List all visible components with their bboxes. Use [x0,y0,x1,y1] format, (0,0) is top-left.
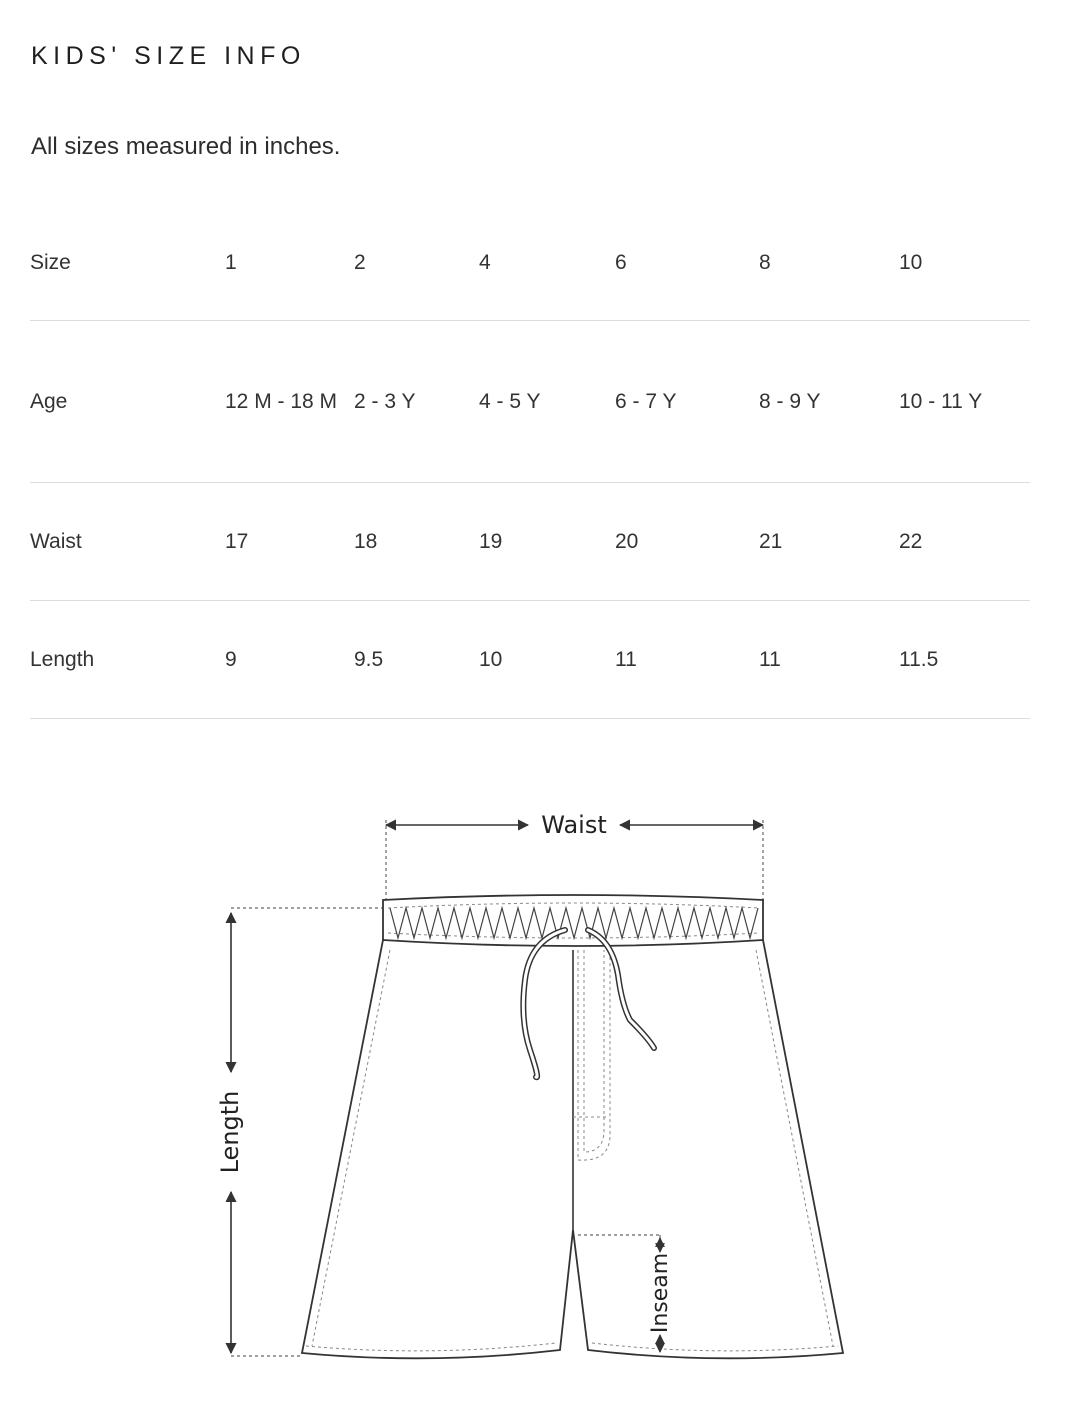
table-row-size [30,205,1030,321]
table-row-age [30,321,1030,483]
row-label: Size [30,205,225,321]
table-cell: 11 [759,601,899,719]
table-cell: 22 [899,483,1030,601]
table-cell: 4 - 5 Y [479,321,615,483]
table-cell: 2 - 3 Y [354,321,479,483]
waist-dimension [386,811,763,900]
length-label: Length [216,1090,244,1174]
table-cell: 4 [479,205,615,321]
table-cell: 9 [225,601,354,719]
table-cell: 10 - 11 Y [899,321,1030,483]
table-cell: 8 [759,205,899,321]
measurement-note: All sizes measured in inches. [31,133,341,160]
table-cell: 6 - 7 Y [615,321,759,483]
waist-label: Waist [541,811,607,839]
row-label: Age [30,321,225,483]
size-table [30,205,1030,719]
table-cell: 10 [479,601,615,719]
table-row-length [30,601,1030,719]
table-cell: 9.5 [354,601,479,719]
table-cell: 19 [479,483,615,601]
table-cell: 12 M - 18 M [225,321,354,483]
table-cell: 10 [899,205,1030,321]
table-cell: 1 [225,205,354,321]
table-cell: 21 [759,483,899,601]
table-cell: 11.5 [899,601,1030,719]
table-cell: 8 - 9 Y [759,321,899,483]
table-cell: 17 [225,483,354,601]
row-label: Length [30,601,225,719]
table-cell: 11 [615,601,759,719]
page-title: KIDS' SIZE INFO [31,42,306,70]
row-label: Waist [30,483,225,601]
table-row-waist [30,483,1030,601]
inseam-label: Inseam [648,1252,673,1334]
table-cell: 20 [615,483,759,601]
shorts-illustration [302,895,843,1358]
table-cell: 2 [354,205,479,321]
shorts-measurement-diagram [0,790,1065,1390]
table-cell: 6 [615,205,759,321]
table-cell: 18 [354,483,479,601]
